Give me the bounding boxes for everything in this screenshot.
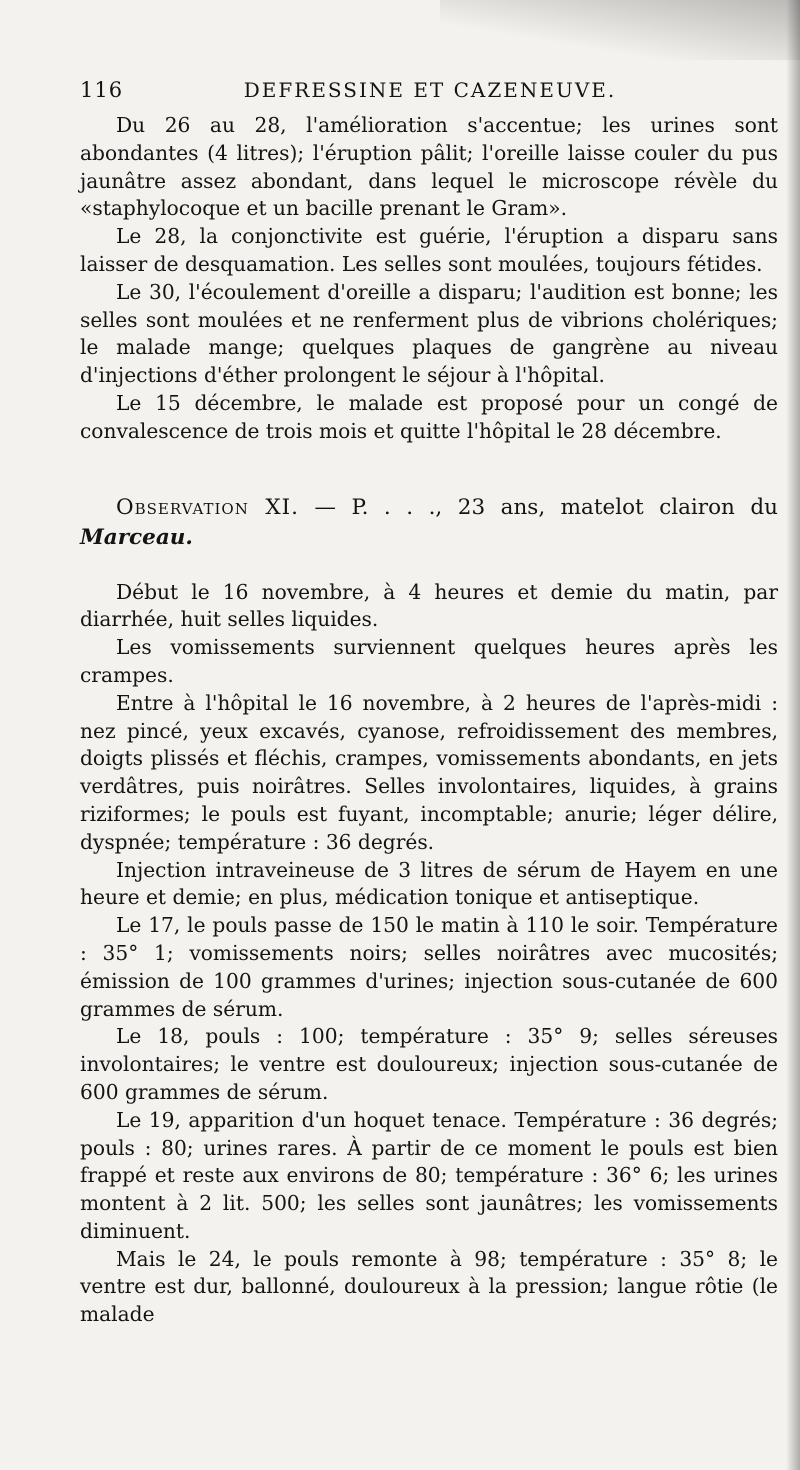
paragraph: Début le 16 novembre, à 4 heures et demie du matin, par diarrhée, huit selles liquides. <box>80 579 778 632</box>
paragraph: Le 15 décembre, le malade est proposé pour un congé de convalescence de trois mois et quitte l'hôpital le 28 décembre. <box>80 390 778 443</box>
scan-shadow-right <box>786 0 800 1470</box>
paragraph: Du 26 au 28, l'amélioration s'accentue; les urines sont abondantes (4 litres); l'éruption pâlit; l'oreille laisse couler du pus jaunâtre assez abondant, dans lequel le microscope révèle du «staphylocoque et un bacille prenant le Gram». <box>80 113 778 221</box>
observation-heading <box>80 493 778 553</box>
paragraph: Le 30, l'écoulement d'oreille a disparu; l'audition est bonne; les selles sont moulées et ne renferment plus de vibrions cholériques; le malade mange; quelques plaques de gangrène au niveau d'injections d'éther prolongent le séjour à l'hôpital. <box>80 279 778 388</box>
paragraph: Les vomissements surviennent quelques heures après les crampes. <box>80 635 778 687</box>
observation-label: Observation XI. <box>116 494 299 520</box>
page-number: 116 <box>80 78 124 102</box>
page-header <box>80 78 780 108</box>
paragraph: Le 19, apparition d'un hoquet tenace. Température : 36 degrés; pouls : 80; urines rares. À partir de ce moment le pouls est bien frappé et reste aux environs de 80; température : 36° 6; les urines montent à 2 lit. 500; les selles sont jaunâtres; les vomissements diminuent. <box>80 1107 778 1243</box>
running-head: DEFRESSINE ET CAZENEUVE. <box>243 78 617 102</box>
observation-text: — P. . . ., 23 ans, matelot clairon du <box>298 494 778 520</box>
paragraph: Le 17, le pouls passe de 150 le matin à 110 le soir. Température : 35° 1; vomissements noirs; selles noirâtres avec mucosités; émission de 100 grammes d'urines; injection sous-cutanée de 600 grammes de sérum. <box>80 913 778 1021</box>
body-text <box>80 112 778 1329</box>
paragraph: Le 18, pouls : 100; température : 35° 9; selles séreuses involontaires; le ventre est douloureux; injection sous-cutanée de 600 grammes de sérum. <box>80 1024 778 1104</box>
paragraph: Le 28, la conjonctivite est guérie, l'éruption a disparu sans laisser de desquamation. Les selles sont moulées, toujours fétides. <box>80 224 778 276</box>
paragraph: Injection intraveineuse de 3 litres de sérum de Hayem en une heure et demie; en plus, médication tonique et antiseptique. <box>80 857 778 910</box>
observation-ship: Marceau. <box>80 524 193 550</box>
paragraph: Mais le 24, le pouls remonte à 98; température : 35° 8; le ventre est dur, ballonné, douloureux à la pression; langue rôtie (le malade <box>80 1246 778 1327</box>
scan-shadow-top <box>440 0 800 60</box>
paragraph: Entre à l'hôpital le 16 novembre, à 2 heures de l'après-midi : nez pincé, yeux excavés, cyanose, refroidissement des membres, doigts plissés et fléchis, crampes, vomissements abondants, en jets verdâtres, puis noirâtres. Selles involontaires, liquides, à grains riziformes; le pouls est fuyant, incomptable; anurie; léger délire, dyspnée; température : 36 degrés. <box>80 690 778 854</box>
